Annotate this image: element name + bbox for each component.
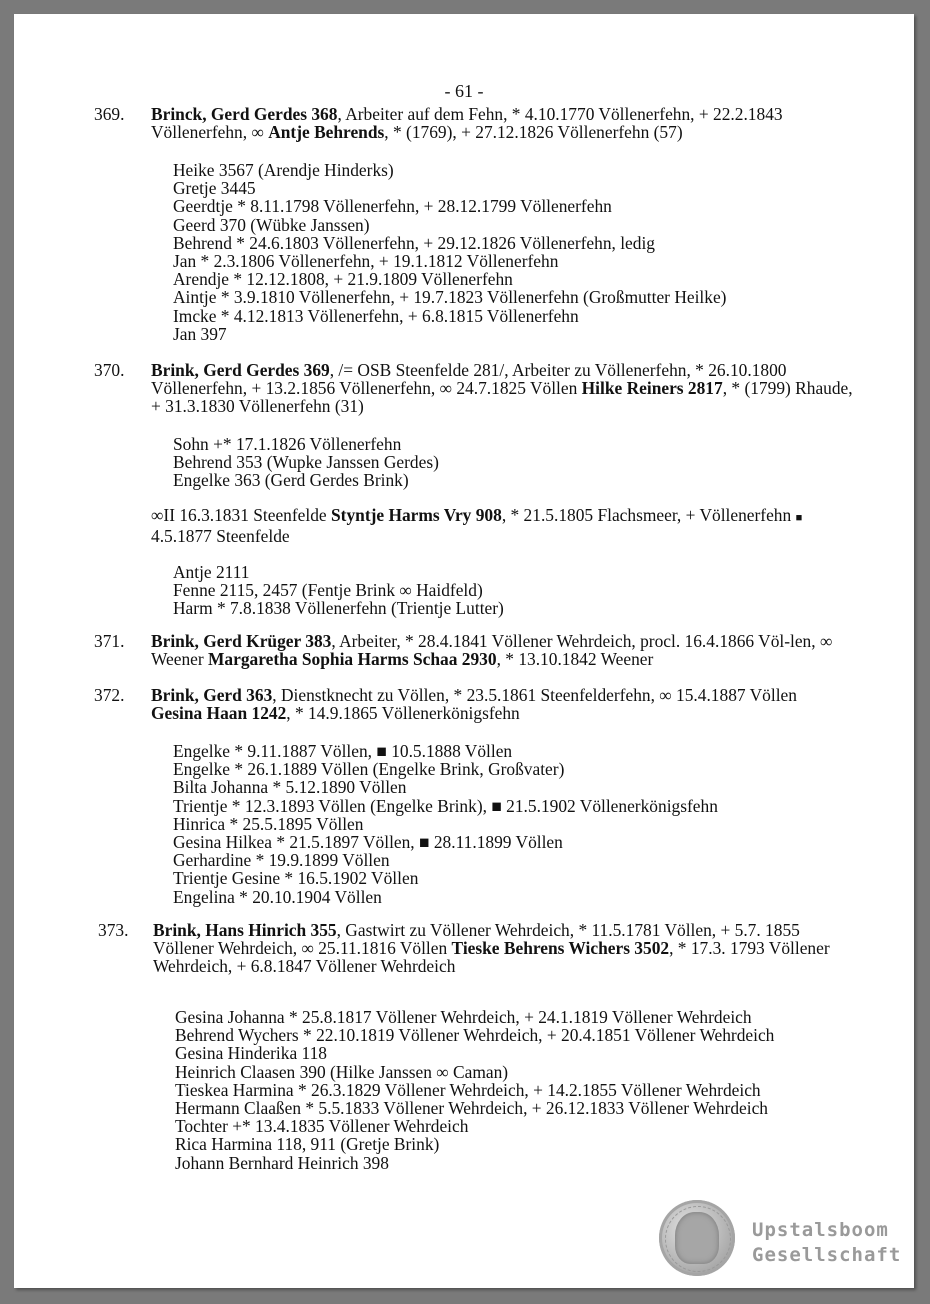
entry-head — [151, 105, 856, 141]
spouse-name: Margaretha Sophia Harms Schaa 2930 — [208, 649, 497, 670]
entry-head — [151, 632, 863, 668]
child-line: Gretje 3445 — [173, 178, 256, 199]
child-line: Tieskea Harmina * 26.3.1829 Völlener Wehrdeich, + 14.2.1855 Völlener Wehrdeich — [175, 1079, 761, 1100]
child-line: Engelke * 9.11.1887 Völlen, ■ 10.5.1888 Völlen — [173, 741, 513, 761]
entry-head — [153, 921, 843, 976]
entry-text: , /= OSB Steenfelde 281/, Arbeiter zu Völlenerfehn, * 26.10.1800 Völlenerfehn, + 13.2.1856 Völlenerfehn, ∞ 24.7.1825 Völlen — [151, 360, 787, 399]
child-line: Fenne 2115, 2457 (Fentje Brink ∞ Haidfeld) — [173, 580, 483, 601]
children-list-second — [173, 563, 504, 618]
entry-text: , * 13.10.1842 Weener — [496, 649, 654, 670]
person-name: Brink, Hans Hinrich 355 — [153, 920, 337, 940]
children-list — [173, 742, 718, 906]
entry-text: , Dienstknecht zu Völlen, * 23.5.1861 Steenfelderfehn, ∞ 15.4.1887 Völlen — [272, 685, 797, 705]
child-line: Arendje * 12.12.1808, + 21.9.1809 Völlenerfehn — [173, 269, 513, 290]
person-name: Brink, Gerd Gerdes 369 — [151, 360, 330, 380]
child-line: Trientje * 12.3.1893 Völlen (Engelke Brink), ■ 21.5.1902 Völlenerkönigsfehn — [173, 795, 718, 816]
child-line: Geerdtje * 8.11.1798 Völlenerfehn, + 28.12.1799 Völlenerfehn — [173, 196, 612, 217]
spouse-name: Hilke Reiners 2817 — [581, 378, 723, 399]
entry-text: , Arbeiter, * 28.4.1841 Völlener Wehrdeich, procl. 16.4.1866 Völ-len, ∞ Weener — [151, 631, 833, 670]
child-line: Gerhardine * 19.9.1899 Völlen — [173, 850, 390, 871]
child-line: Aintje * 3.9.1810 Völlenerfehn, + 19.7.1823 Völlenerfehn (Großmutter Heilke) — [173, 287, 727, 308]
society-wordmark — [752, 1218, 901, 1268]
child-line: Sohn +* 17.1.1826 Völlenerfehn — [173, 434, 402, 454]
person-name: Brinck, Gerd Gerdes 368 — [151, 104, 338, 124]
entry-number: 370. — [94, 360, 125, 380]
child-line: Trientje Gesine * 16.5.1902 Völlen — [173, 868, 419, 889]
child-line: Geerd 370 (Wübke Janssen) — [173, 214, 370, 235]
child-line: Behrend 353 (Wupke Janssen Gerdes) — [173, 452, 439, 473]
child-line: Jan 397 — [173, 323, 227, 344]
child-line: Gesina Hinderika 118 — [175, 1043, 327, 1064]
entry-text: , Arbeiter auf dem Fehn, * 4.10.1770 Völlenerfehn, + 22.2.1843 Völlenerfehn, ∞ — [151, 104, 783, 143]
child-line: Heinrich Claasen 390 (Hilke Janssen ∞ Caman) — [175, 1061, 509, 1082]
entry-text: , * 14.9.1865 Völlenerkönigsfehn — [286, 703, 520, 724]
child-line: Gesina Johanna * 25.8.1817 Völlener Wehrdeich, + 24.1.1819 Völlener Wehrdeich — [175, 1007, 752, 1027]
entry-number: 372. — [94, 685, 125, 705]
child-line: Rica Harmina 118, 911 (Gretje Brink) — [175, 1134, 440, 1155]
entry-number: 373. — [98, 920, 129, 940]
child-line: Tochter +* 13.4.1835 Völlener Wehrdeich — [175, 1116, 469, 1137]
child-line: Harm * 7.8.1838 Völlenerfehn (Trientje Lutter) — [173, 598, 504, 619]
entry-number: 371. — [94, 631, 125, 651]
spouse-name: Styntje Harms Vry 908 — [330, 505, 502, 525]
child-line: Hinrica * 25.5.1895 Völlen — [173, 813, 364, 834]
children-list — [173, 161, 726, 343]
entry-text: , * (1769), + 27.12.1826 Völlenerfehn (57) — [384, 122, 683, 143]
page-number: - 61 - — [444, 81, 484, 101]
society-name-line1: Upstalsboom — [752, 1219, 889, 1241]
child-line: Johann Bernhard Heinrich 398 — [175, 1152, 389, 1173]
spouse-name: Antje Behrends — [268, 122, 385, 143]
entry-head — [151, 361, 863, 416]
child-line: Behrend * 24.6.1803 Völlenerfehn, + 29.12.1826 Völlenerfehn, ledig — [173, 232, 655, 253]
children-list — [173, 435, 439, 490]
entry-text: 4.5.1877 Steenfelde — [151, 526, 290, 547]
society-name-line2: Gesellschaft — [752, 1244, 902, 1266]
children-list — [175, 1008, 774, 1172]
child-line: Hermann Claaßen * 5.5.1833 Völlener Wehrdeich, + 26.12.1833 Völlener Wehrdeich — [175, 1098, 768, 1119]
death-square-symbol: ■ — [795, 512, 803, 524]
entry-text: ∞II 16.3.1831 Steenfelde — [151, 505, 331, 525]
child-line: Engelina * 20.10.1904 Völlen — [173, 886, 382, 907]
child-line: Gesina Hilkea * 21.5.1897 Völlen, ■ 28.11.1899 Völlen — [173, 832, 563, 853]
child-line: Jan * 2.3.1806 Völlenerfehn, + 19.1.1812 Völlenerfehn — [173, 251, 559, 272]
child-line: Antje 2111 — [173, 562, 250, 582]
society-seal-logo — [659, 1200, 735, 1276]
person-name: Brink, Gerd 363 — [151, 685, 273, 705]
entry-text: , * 17.3. 1793 Völlener Wehrdeich, + 6.8.1847 Völlener Wehrdeich — [153, 938, 830, 977]
child-line: Heike 3567 (Arendje Hinderks) — [173, 160, 394, 180]
spouse-name: Tieske Behrens Wichers 3502 — [451, 938, 670, 959]
person-name: Brink, Gerd Krüger 383 — [151, 631, 332, 651]
entry-text: , * (1799) Rhaude, + 31.3.1830 Völlenerfehn (31) — [151, 378, 853, 417]
second-marriage — [151, 506, 866, 545]
child-line: Engelke * 26.1.1889 Völlen (Engelke Brink, Großvater) — [173, 759, 565, 780]
child-line: Engelke 363 (Gerd Gerdes Brink) — [173, 470, 409, 491]
entry-text: , Gastwirt zu Völlener Wehrdeich, * 11.5.1781 Völlen, + 5.7. 1855 Völlener Wehrdeich, ∞ 25.11.1816 Völlen — [153, 920, 800, 959]
child-line: Behrend Wychers * 22.10.1819 Völlener Wehrdeich, + 20.4.1851 Völlener Wehrdeich — [175, 1025, 775, 1046]
document-page — [14, 14, 914, 1288]
entry-number: 369. — [94, 104, 125, 124]
child-line: Bilta Johanna * 5.12.1890 Völlen — [173, 777, 407, 798]
entry-head — [151, 686, 831, 722]
entry-text: , * 21.5.1805 Flachsmeer, + Völlenerfehn — [501, 505, 796, 525]
child-line: Imcke * 4.12.1813 Völlenerfehn, + 6.8.1815 Völlenerfehn — [173, 305, 579, 326]
spouse-name: Gesina Haan 1242 — [151, 703, 287, 724]
